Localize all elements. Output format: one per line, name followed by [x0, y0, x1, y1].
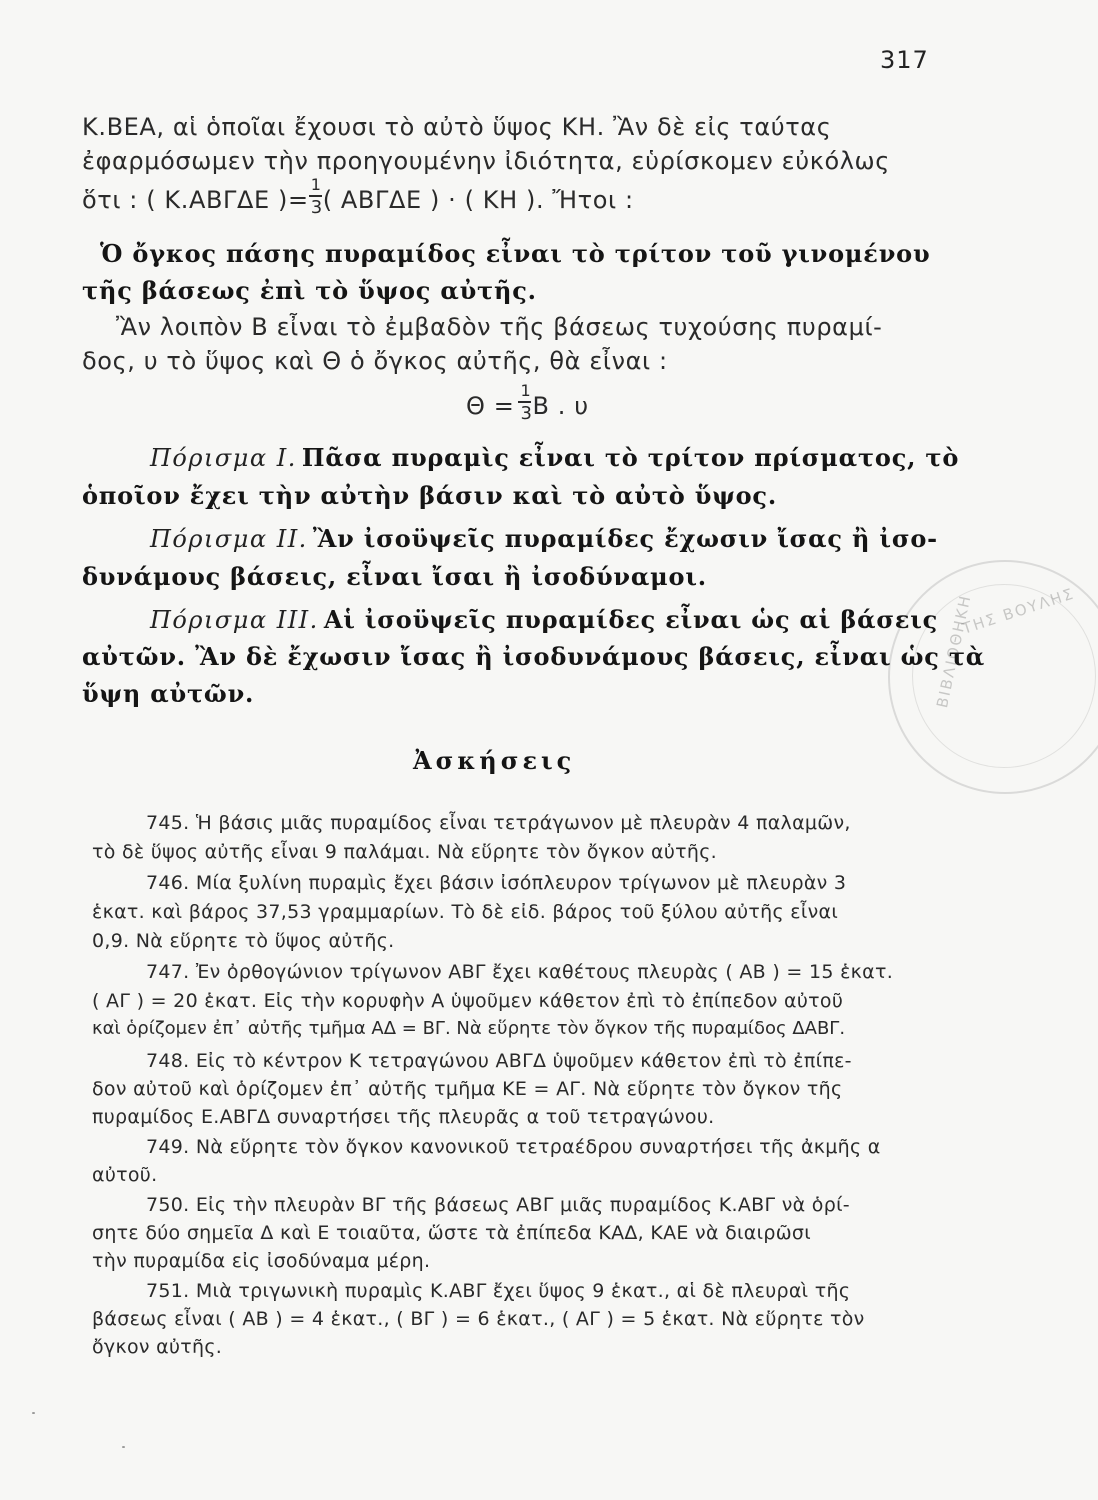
porisma-2-label: Πόρισμα ΙΙ. — [150, 525, 308, 553]
exercise-748-line-3: πυραμίδος Ε.ΑΒΓΔ συναρτήσει τῆς πλευρᾶς α τοῦ τετραγώνου. — [92, 1106, 715, 1128]
porisma-3-line-3: ὕψη αὐτῶν. — [82, 679, 255, 708]
exercise-746-line-2: ἑκατ. καὶ βάρος 37,53 γραμμαρίων. Τὸ δὲ εἰδ. βάρος τοῦ ξύλου αὐτῆς εἶναι — [92, 901, 839, 923]
formula-fraction-numerator: 1 — [520, 381, 532, 400]
theorem-line-1: Ὁ ὄγκος πάσης πυραμίδος εἶναι τὸ τρίτον τοῦ γινομένου — [100, 239, 931, 268]
porisma-2-line-2: δυνάμους βάσεις, εἶναι ἴσαι ἢ ἰσοδύναμοι. — [82, 562, 707, 591]
exercise-750-line-3: τὴν πυραμίδα εἰς ἰσοδύναμα μέρη. — [92, 1250, 431, 1272]
porisma-3-line-2: αὐτῶν. Ἂν δὲ ἔχωσιν ἴσας ἢ ἰσοδυνάμους βάσεις, εἶναι ὡς τὰ — [82, 642, 986, 671]
porisma-3-line-1 — [150, 605, 938, 634]
intro-line-2: ἐφαρμόσωμεν τὴν προηγουμένην ἰδιότητα, εὑρίσκομεν εὐκόλως — [82, 147, 890, 175]
porisma-2-line-1 — [150, 524, 938, 553]
porisma-1-text-1: Πᾶσα πυραμὶς εἶναι τὸ τρίτον πρίσματος, τὸ — [301, 443, 960, 472]
porisma-3-text-1: Αἱ ἰσοϋψεῖς πυραμίδες εἶναι ὡς αἱ βάσεις — [323, 605, 939, 634]
para-line-1: Ἂν λοιπὸν Β εἶναι τὸ ἐμβαδὸν τῆς βάσεως τυχούσης πυραμί- — [116, 313, 883, 341]
exercise-750-line-2: σητε δύο σημεῖα Δ καὶ Ε τοιαῦτα, ὥστε τὰ ἐπίπεδα ΚΑΔ, ΚΑΕ νὰ διαιρῶσι — [92, 1222, 811, 1244]
exercise-745-line-1: 745. Ἡ βάσις μιᾶς πυραμίδος εἶναι τετράγωνον μὲ πλευρὰν 4 παλαμῶν, — [146, 812, 851, 834]
formula-left: Θ = — [466, 392, 515, 420]
exercise-745-line-2: τὸ δὲ ὕψος αὐτῆς εἶναι 9 παλάμαι. Νὰ εὕρητε τὸν ὄγκον αὐτῆς. — [92, 841, 717, 863]
intro-line-3-right: ( ΑΒΓΔΕ ) · ( ΚΗ ). Ἤτοι : — [322, 186, 634, 214]
formula-fraction-denominator: 3 — [520, 403, 533, 424]
exercise-749-line-2: αὐτοῦ. — [92, 1164, 158, 1186]
theorem-line-2: τῆς βάσεως ἐπὶ τὸ ὕψος αὐτῆς. — [82, 276, 537, 305]
exercise-749-line-1: 749. Νὰ εὕρητε τὸν ὄγκον κανονικοῦ τετραέδρου συναρτήσει τῆς ἀκμῆς α — [146, 1136, 881, 1158]
formula-fraction — [518, 381, 533, 424]
porisma-1-line-1 — [150, 443, 959, 472]
exercise-750-line-1: 750. Εἰς τὴν πλευρὰν ΒΓ τῆς βάσεως ΑΒΓ μιᾶς πυραμίδος Κ.ΑΒΓ νὰ ὁρί- — [146, 1194, 850, 1216]
exercise-746-line-1: 746. Μία ξυλίνη πυραμὶς ἔχει βάσιν ἰσόπλευρον τρίγωνον μὲ πλευρὰν 3 — [146, 872, 847, 894]
exercise-747-line-1: 747. Ἐν ὀρθογώνιον τρίγωνον ΑΒΓ ἔχει καθέτους πλευρὰς ( ΑΒ ) = 15 ἑκατ. — [146, 961, 894, 983]
formula-right: Β . υ — [532, 392, 589, 420]
porisma-1-line-2: ὁποῖον ἔχει τὴν αὐτὴν βάσιν καὶ τὸ αὐτὸ ὕψος. — [82, 481, 777, 510]
exercise-748-line-1: 748. Εἰς τὸ κέντρον Κ τετραγώνου ΑΒΓΔ ὑψοῦμεν κάθετον ἐπὶ τὸ ἐπίπε- — [146, 1050, 852, 1072]
exercise-751-line-2: βάσεως εἶναι ( ΑΒ ) = 4 ἑκατ., ( ΒΓ ) = 6 ἑκατ., ( ΑΓ ) = 5 ἑκατ. Νὰ εὕρητε τὸν — [92, 1308, 865, 1330]
fraction-numerator: 1 — [310, 175, 322, 194]
page-number: 317 — [880, 46, 929, 74]
scan-speck — [122, 1446, 125, 1448]
exercise-748-line-2: δον αὐτοῦ καὶ ὁρίζομεν ἐπ᾽ αὐτῆς τμῆμα ΚΕ = ΑΓ. Νὰ εὕρητε τὸν ὄγκον τῆς — [92, 1078, 843, 1100]
exercises-heading: Ἀσκήσεις — [413, 746, 576, 775]
library-stamp — [888, 560, 1098, 794]
para-line-2: δος, υ τὸ ὕψος καὶ Θ ὁ ὄγκος αὐτῆς, θὰ εἶναι : — [82, 347, 668, 375]
scan-speck — [32, 1412, 35, 1414]
stamp-text-top: ΤΗΣ ΒΟΥΛΗΣ — [960, 584, 1077, 638]
porisma-3-label: Πόρισμα ΙΙΙ. — [150, 606, 319, 634]
exercise-747-line-2: ( ΑΓ ) = 20 ἑκατ. Εἰς τὴν κορυφὴν Α ὑψοῦμεν κάθετον ἐπὶ τὸ ἐπίπεδον αὐτοῦ — [92, 990, 844, 1012]
exercise-746-line-3: 0,9. Νὰ εὕρητε τὸ ὕψος αὐτῆς. — [92, 930, 395, 952]
exercise-751-line-3: ὄγκον αὐτῆς. — [92, 1336, 223, 1358]
porisma-2-text-1: Ἂν ἰσοϋψεῖς πυραμίδες ἔχωσιν ἴσας ἢ ἰσο- — [312, 524, 938, 553]
stamp-text-side: ΒΙΒΛΙΟΘΗΚΗ — [933, 592, 975, 710]
fraction-one-third — [309, 175, 323, 218]
intro-line-1: Κ.ΒΕΑ, αἱ ὁποῖαι ἔχουσι τὸ αὐτὸ ὕψος ΚΗ. Ἂν δὲ εἰς ταύτας — [82, 113, 832, 141]
exercise-747-line-3: καὶ ὁρίζομεν ἐπ᾽ αὐτῆς τμῆμα ΑΔ = ΒΓ. Νὰ εὕρητε τὸν ὄγκον τῆς πυραμίδος ΔΑΒΓ. — [92, 1018, 846, 1039]
fraction-denominator: 3 — [310, 197, 323, 218]
intro-line-3 — [82, 175, 634, 218]
exercise-751-line-1: 751. Μιὰ τριγωνικὴ πυραμὶς Κ.ΑΒΓ ἔχει ὕψος 9 ἑκατ., αἱ δὲ πλευραὶ τῆς — [146, 1280, 851, 1302]
intro-line-3-left: ὅτι : ( Κ.ΑΒΓΔΕ )= — [82, 186, 309, 214]
porisma-1-label: Πόρισμα Ι. — [150, 444, 297, 472]
volume-formula — [466, 381, 589, 424]
